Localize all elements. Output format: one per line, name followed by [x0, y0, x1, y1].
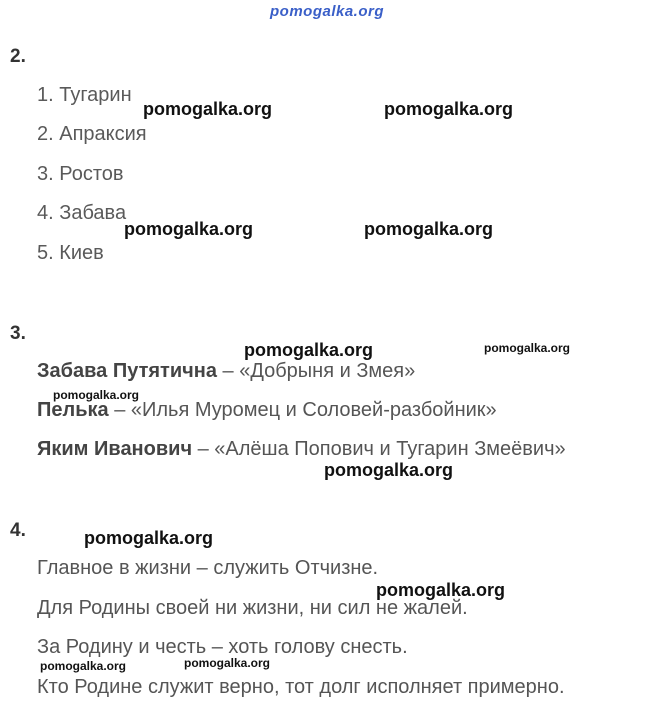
list-item: 2. Апраксия: [37, 123, 147, 145]
list-item: 5. Киев: [37, 242, 104, 264]
proverb-line: Кто Родине служит верно, тот долг исполняет примерно.: [37, 676, 565, 698]
watermark: pomogalka.org: [376, 580, 506, 600]
section-number: 3.: [10, 323, 26, 344]
watermark: pomogalka.org: [244, 340, 374, 360]
list-item: 4. Забава: [37, 202, 127, 224]
bylina-title: – «Добрыня и Змея»: [216, 360, 416, 382]
list-item: 3. Ростов: [37, 163, 124, 185]
bylina-title: – «Илья Муромец и Соловей-разбойник»: [108, 399, 497, 421]
watermark: pomogalka.org: [124, 219, 254, 239]
watermark: pomogalka.org: [324, 460, 454, 480]
section-number: 2.: [10, 46, 26, 67]
watermark: pomogalka.org: [384, 99, 514, 119]
list-item: 1. Тугарин: [37, 84, 132, 106]
proverb-line: Для Родины своей ни жизни, ни сил не жалей.: [37, 597, 468, 619]
section-number: 4.: [10, 520, 26, 541]
proverb-line: За Родину и честь – хоть голову снесть.: [37, 636, 408, 658]
watermark: pomogalka.org: [40, 659, 127, 673]
watermark: pomogalka.org: [484, 341, 571, 355]
character-row: [37, 438, 566, 461]
character-row: [37, 399, 497, 422]
watermark: pomogalka.org: [364, 219, 494, 239]
watermark: pomogalka.org: [84, 528, 214, 548]
watermark: pomogalka.org: [143, 99, 273, 119]
watermark: pomogalka.org: [184, 656, 271, 670]
character-name: Пелька: [37, 399, 109, 421]
watermark: pomogalka.org: [53, 388, 140, 402]
proverb-line: Главное в жизни – служить Отчизне.: [37, 557, 379, 579]
character-row: [37, 360, 415, 383]
bylina-title: – «Алёша Попович и Тугарин Змеёвич»: [192, 438, 566, 460]
header-watermark: pomogalka.org: [270, 3, 385, 20]
character-name: Яким Иванович: [37, 438, 193, 460]
character-name: Забава Путятична: [37, 360, 217, 382]
